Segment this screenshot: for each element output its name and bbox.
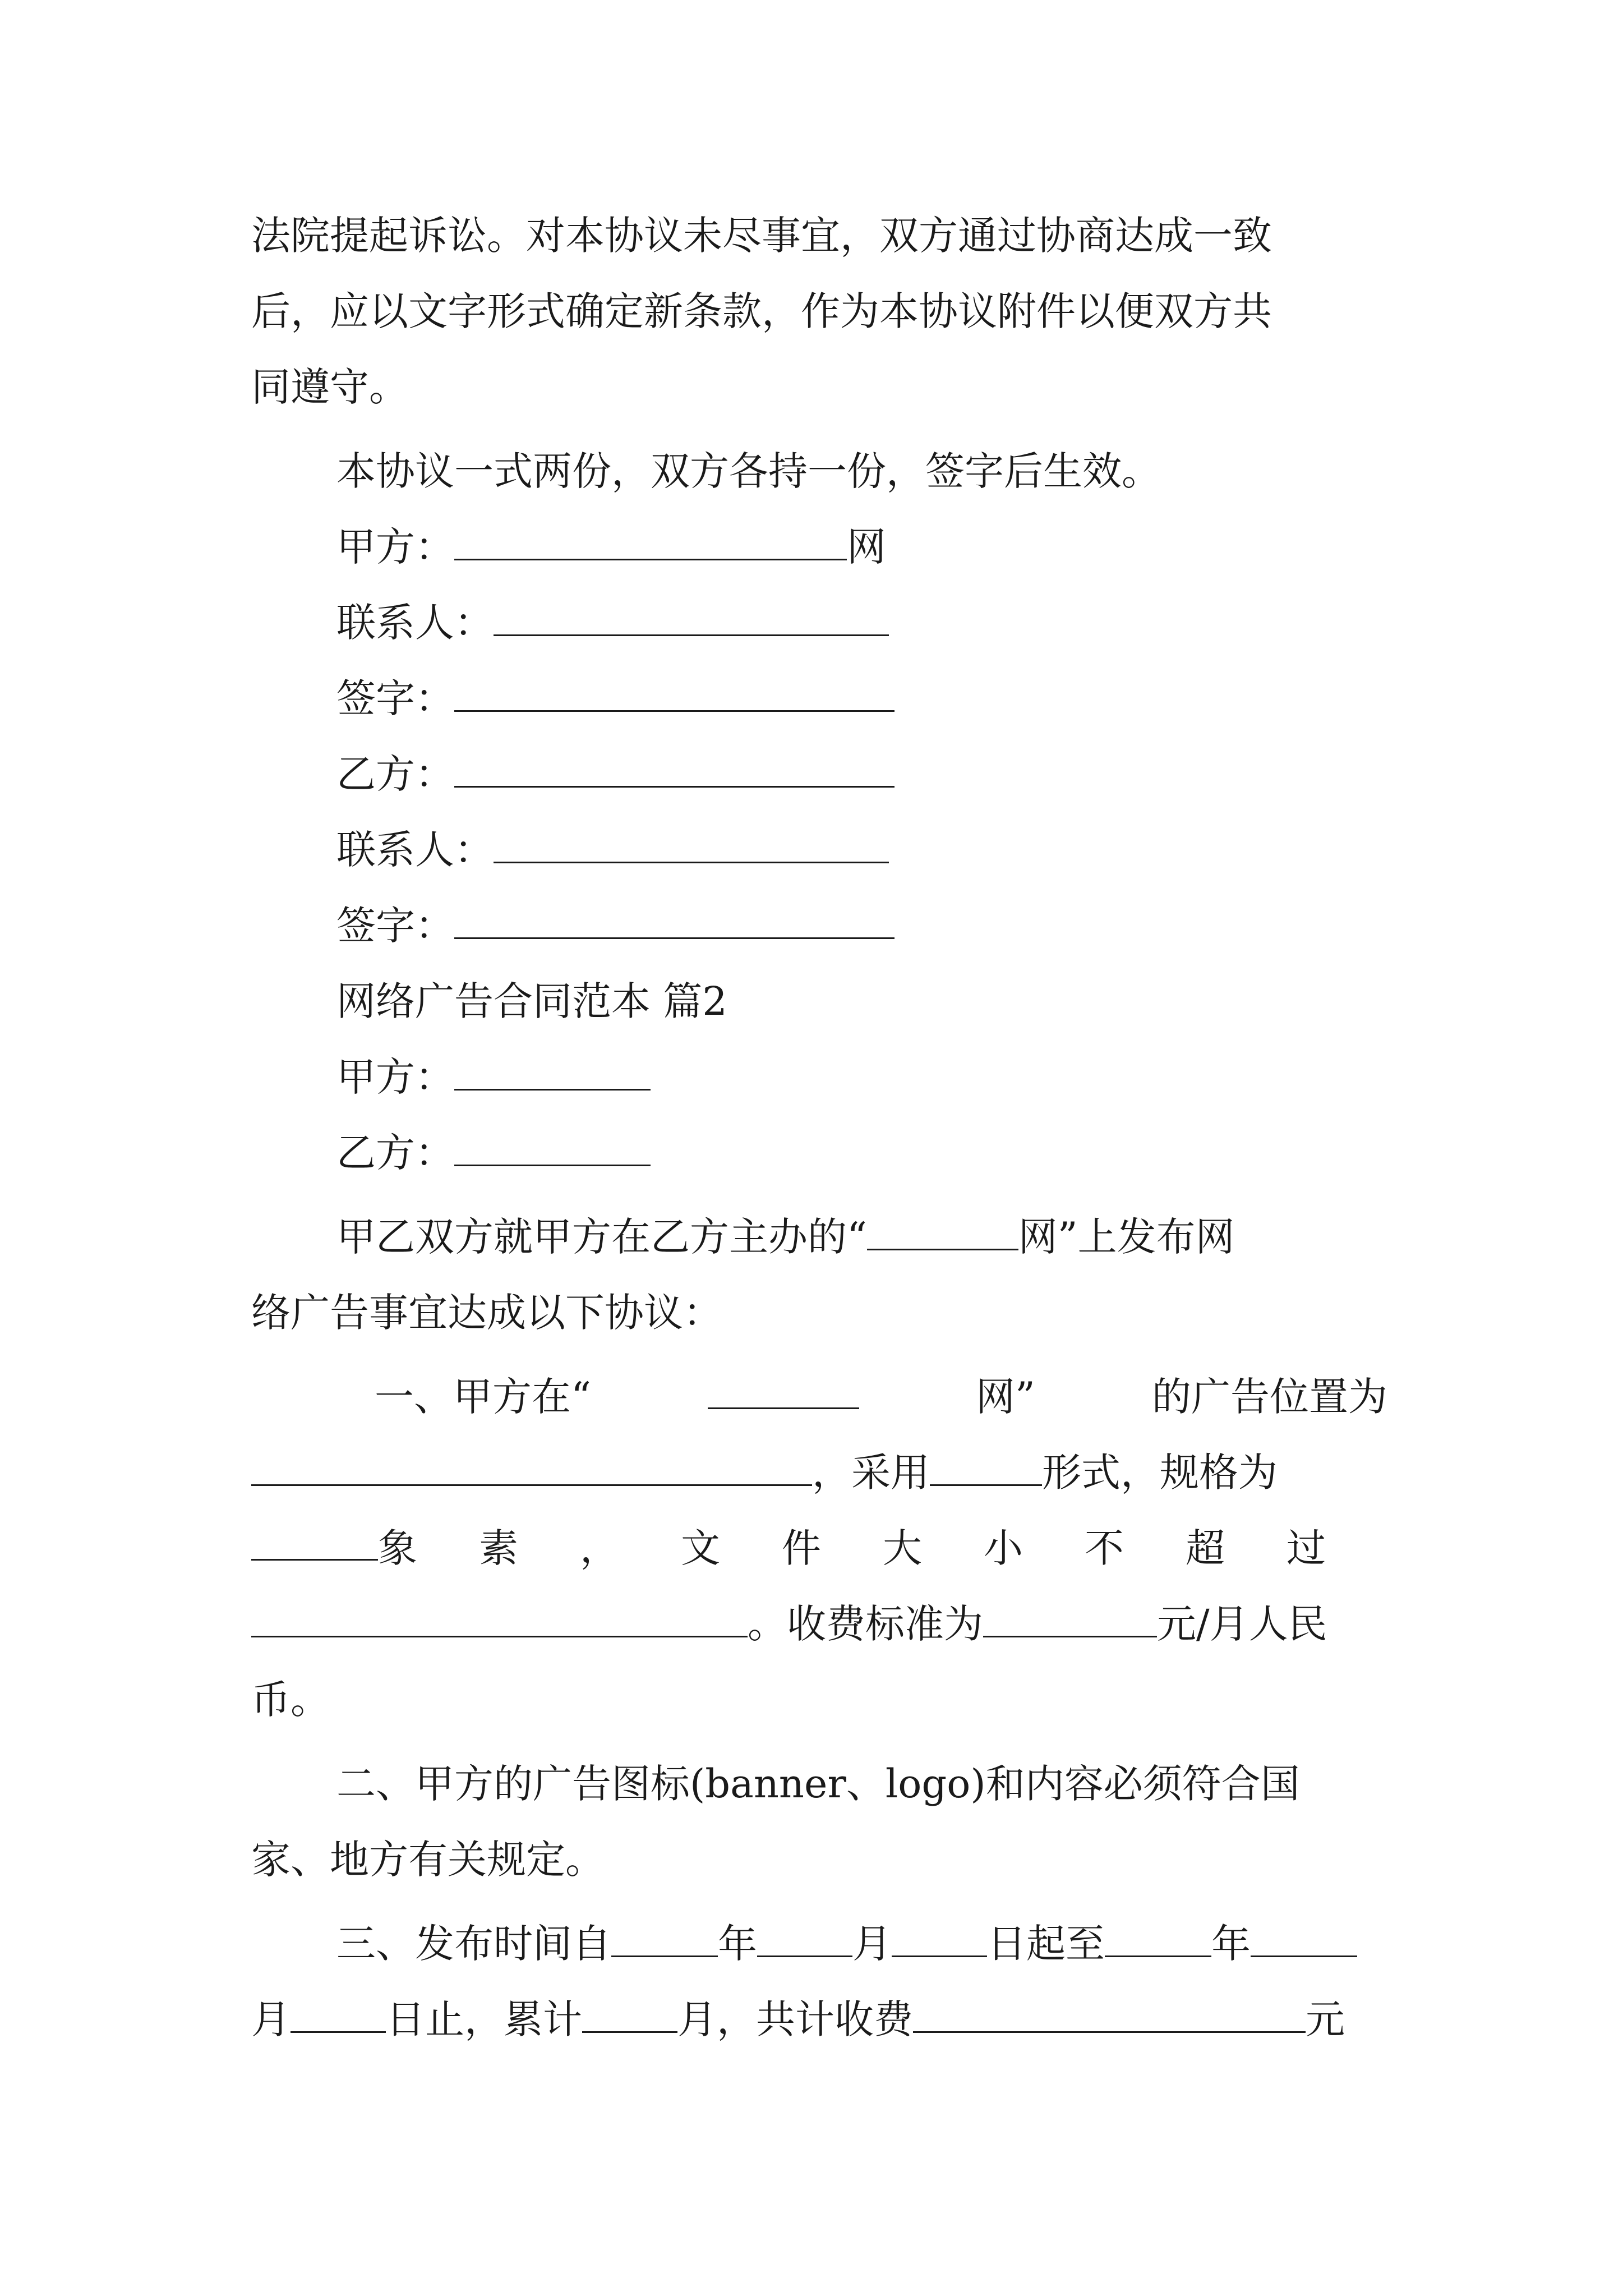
clause1-pixel-blank[interactable] [251,1523,378,1561]
party-b-blank[interactable] [454,750,895,788]
contact-b-row [336,825,889,875]
section-heading: 网络广告合同范本 篇2 [336,978,727,1024]
contact-a-row [336,597,889,648]
start-day-blank[interactable] [892,1920,987,1957]
party-b-label: 乙方： [336,751,454,797]
contact-b-blank[interactable] [494,826,889,863]
paragraph-line: 本协议一式两份，双方各持一份，签字后生效。 [336,448,1161,494]
section2-party-b-blank[interactable] [454,1129,651,1166]
clause1-part8: 元/月人民 [1157,1601,1327,1647]
clause3-part-d: 日起至 [987,1921,1105,1967]
clause3-part-h: 月，共计收费 [677,1996,913,2042]
clause1-part2: 网” [976,1374,1035,1420]
sign-b-row [336,900,895,951]
section2-party-b-label: 乙方： [336,1130,454,1176]
section2-party-a-label: 甲方： [336,1054,454,1100]
party-b-row [336,749,895,799]
clause1-filesize-blank[interactable] [251,1600,748,1637]
clause1-part5: 形式，规格为 [1042,1450,1278,1496]
clause1-line-5: 币。 [251,1677,330,1723]
clause1-site-blank[interactable] [708,1372,859,1409]
party-a-row [336,522,886,572]
start-year-blank[interactable] [611,1920,718,1957]
total-fee-blank[interactable] [913,1995,1306,2033]
total-months-blank[interactable] [582,1995,677,2033]
intro-line-1 [336,1212,1235,1262]
party-a-label: 甲方： [336,524,454,570]
sign-a-blank[interactable] [454,674,895,712]
contact-a-label: 联系人： [336,600,494,646]
section2-party-b-row [336,1128,651,1178]
clause1-line-1 [251,1372,1387,1422]
clause1-part7: 。收费标准为 [748,1601,983,1647]
clause1-line-2 [251,1447,1278,1498]
end-day-blank[interactable] [291,1995,386,2033]
intro-line-2: 络广告事宜达成以下协议： [251,1290,722,1336]
end-year-blank[interactable] [1105,1920,1211,1957]
clause1-position-blank[interactable] [251,1448,812,1486]
contact-a-blank[interactable] [494,599,889,636]
clause3-part-g: 日止，累计 [386,1996,582,2042]
clause3-line-2 [251,1994,1345,2045]
clause1-part6: 象素，文件大小不超过 [378,1525,1387,1571]
clause1-line-3 [251,1523,1387,1573]
clause2-line-2: 家、地方有关规定。 [251,1837,605,1883]
clause1-part4: ，采用 [812,1450,930,1496]
clause3-part-f: 月 [251,1996,291,2042]
clause3-part-c: 月 [852,1921,892,1967]
end-month-blank[interactable] [1251,1920,1357,1957]
section2-party-a-row [336,1052,651,1102]
clause3-part-i: 元 [1306,1996,1345,2042]
sign-b-label: 签字： [336,903,454,949]
clause1-format-blank[interactable] [930,1448,1042,1486]
sign-a-row [336,673,895,724]
party-a-blank[interactable] [454,523,847,560]
section2-party-a-blank[interactable] [454,1053,651,1091]
party-a-suffix: 网 [847,524,886,570]
clause3-part-e: 年 [1211,1921,1251,1967]
clause1-part1: 一、甲方在“ [375,1374,591,1420]
clause3-part-a: 三、发布时间自 [336,1921,611,1967]
clause3-line-1 [336,1918,1357,1969]
intro-prefix: 甲乙双方就甲方在乙方主办的“ [336,1214,867,1260]
intro-site-blank[interactable] [867,1213,1018,1250]
contact-b-label: 联系人： [336,827,494,873]
paragraph-line: 同遵守。 [251,364,408,410]
start-month-blank[interactable] [757,1920,852,1957]
clause3-part-b: 年 [718,1921,757,1967]
clause1-line-4 [251,1599,1327,1649]
sign-a-label: 签字： [336,675,454,721]
sign-b-blank[interactable] [454,901,895,939]
paragraph-line: 后，应以文字形式确定新条款，作为本协议附件以便双方共 [251,288,1272,334]
clause1-part3: 的广告位置为 [1151,1374,1387,1420]
clause1-fee-blank[interactable] [983,1600,1157,1637]
intro-suffix: 网”上发布网 [1018,1214,1235,1260]
clause2-line-1: 二、甲方的广告图标(banner、logo)和内容必须符合国 [336,1761,1300,1807]
paragraph-line: 法院提起诉讼。对本协议未尽事宜，双方通过协商达成一致 [251,213,1272,259]
